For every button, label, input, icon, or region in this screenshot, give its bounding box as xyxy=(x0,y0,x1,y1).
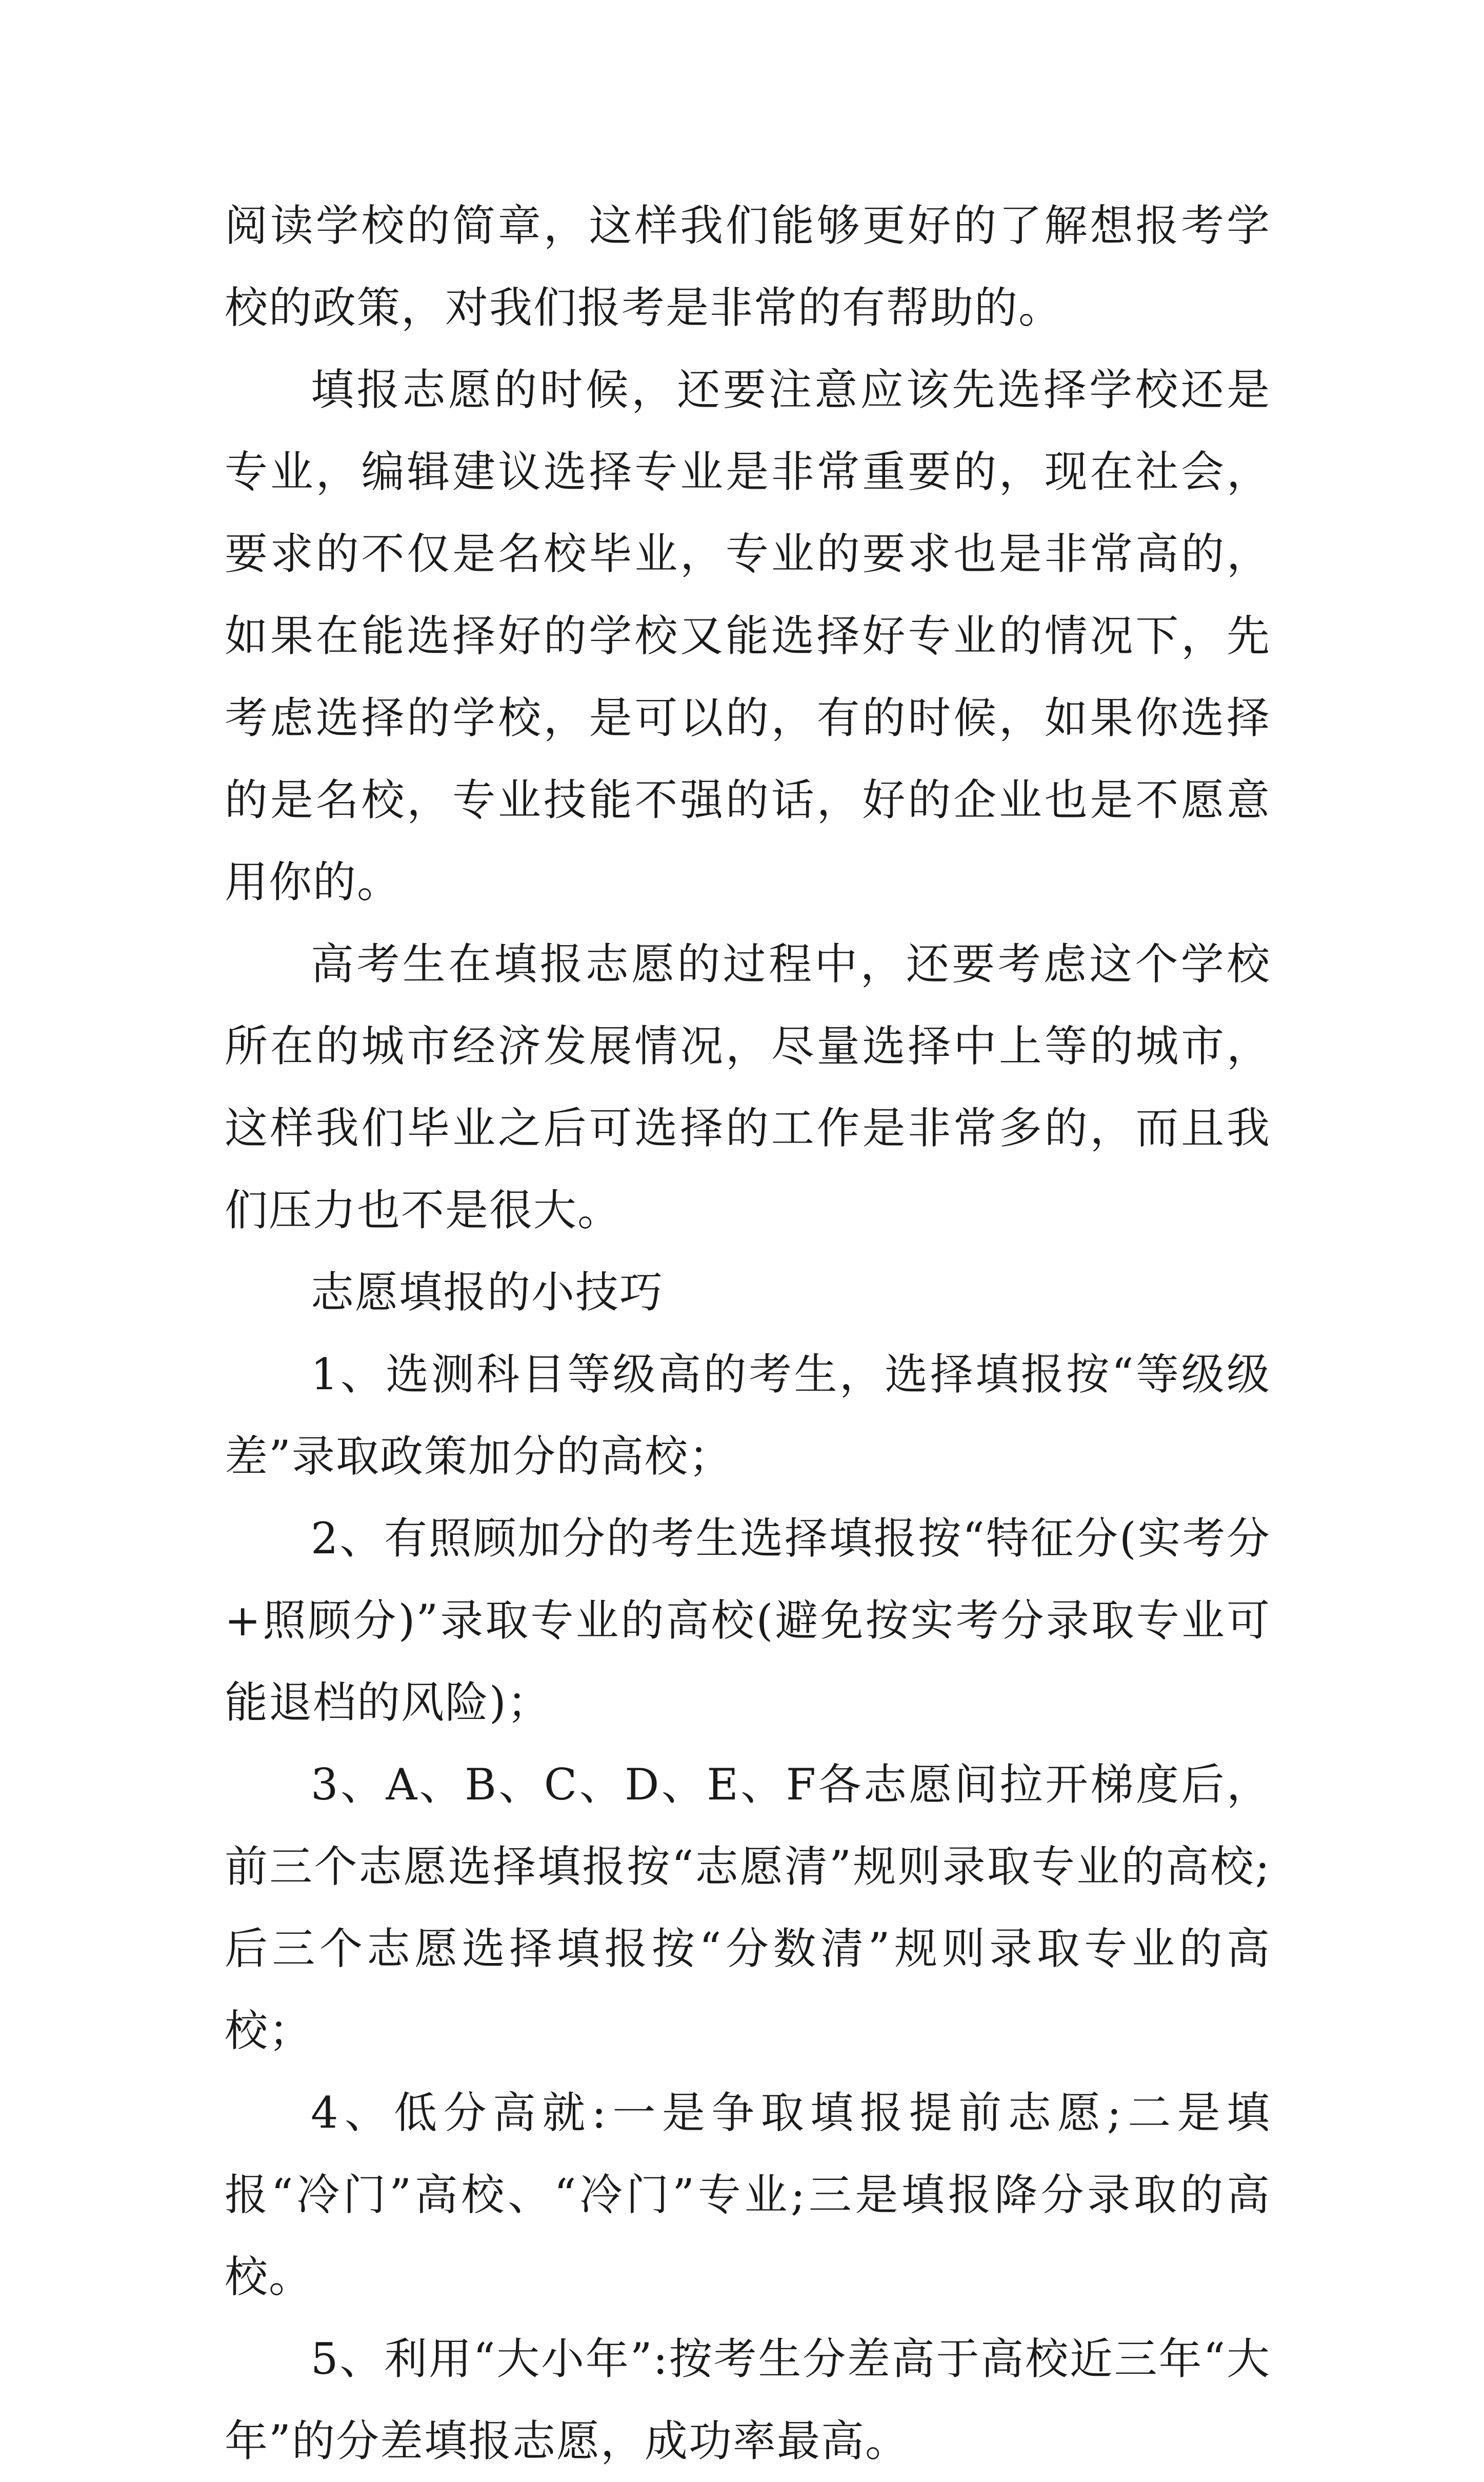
paragraph-1: 阅读学校的简章，这样我们能够更好的了解想报考学校的政策，对我们报考是非常的有帮助的。 xyxy=(225,201,1271,333)
tip-4: 4、低分高就:一是争取填报提前志愿;二是填报“冷门”高校、“冷门”专业;三是填报降分录取的高校。 xyxy=(225,2088,1271,2302)
tip-5: 5、利用“大小年”:按考生分差高于高校近三年“大年”的分差填报志愿，成功率最高。 xyxy=(225,2334,1271,2466)
section-heading: 志愿填报的小技巧 xyxy=(311,1267,664,1317)
document-body xyxy=(225,185,1271,2482)
tip-3: 3、A、B、C、D、E、F各志愿间拉开梯度后，前三个志愿选择填报按“志愿清”规则录取专业的高校;后三个志愿选择填报按“分数清”规则录取专业的高校； xyxy=(225,1759,1271,2056)
paragraph-2: 填报志愿的时候，还要注意应该先选择学校还是专业，编辑建议选择专业是非常重要的，现在社会，要求的不仅是名校毕业，专业的要求也是非常高的，如果在能选择好的学校又能选择好专业的情况下，先考虑选择的学校，是可以的，有的时候，如果你选择的是名校，专业技能不强的话，好的企业也是不愿意用你的。 xyxy=(225,365,1271,907)
tip-2: 2、有照顾加分的考生选择填报按“特征分(实考分+照顾分)”录取专业的高校(避免按实考分录取专业可能退档的风险)； xyxy=(225,1513,1271,1728)
tip-1: 1、选测科目等级高的考生，选择填报按“等级级差”录取政策加分的高校； xyxy=(225,1349,1271,1482)
paragraph-3: 高考生在填报志愿的过程中，还要考虑这个学校所在的城市经济发展情况，尽量选择中上等的城市，这样我们毕业之后可选择的工作是非常多的，而且我们压力也不是很大。 xyxy=(225,939,1271,1235)
